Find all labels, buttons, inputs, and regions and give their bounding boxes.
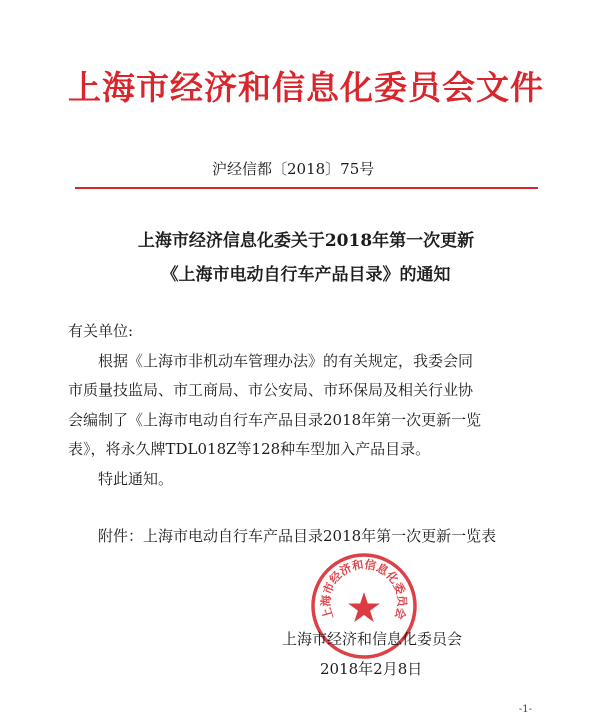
svg-text:上海市经济和信息化委员会: 上海市经济和信息化委员会 [318, 557, 410, 622]
body-line: 会编制了《上海市电动自行车产品目录2018年第一次更新一览 [68, 411, 482, 429]
signature-date: 2018年2月8日 [320, 660, 423, 678]
document-number: 沪经信都〔2018〕75号 [212, 160, 375, 178]
closing-text: 特此通知。 [98, 470, 174, 488]
page-number: -1- [518, 704, 532, 715]
red-divider-line [75, 187, 538, 189]
subject-line-1: 上海市经济信息化委关于2018年第一次更新 [137, 231, 475, 251]
signature-organization: 上海市经济和信息化委员会 [282, 630, 463, 648]
body-line: 市质量技监局、市工商局、市公安局、市环保局及相关行业协 [68, 381, 474, 399]
attachment-line: 附件：上海市电动自行车产品目录2018年第一次更新一览表 [98, 527, 497, 545]
document-header-title: 上海市经济和信息化委员会文件 [68, 68, 544, 107]
subject-line-2: 《上海市电动自行车产品目录》的通知 [161, 265, 451, 285]
salutation: 有关单位: [68, 322, 134, 340]
body-line: 表》，将永久牌TDL018Z等128种车型加入产品目录。 [68, 440, 431, 458]
body-line: 根据《上海市非机动车管理办法》的有关规定，我委会同 [98, 352, 474, 370]
